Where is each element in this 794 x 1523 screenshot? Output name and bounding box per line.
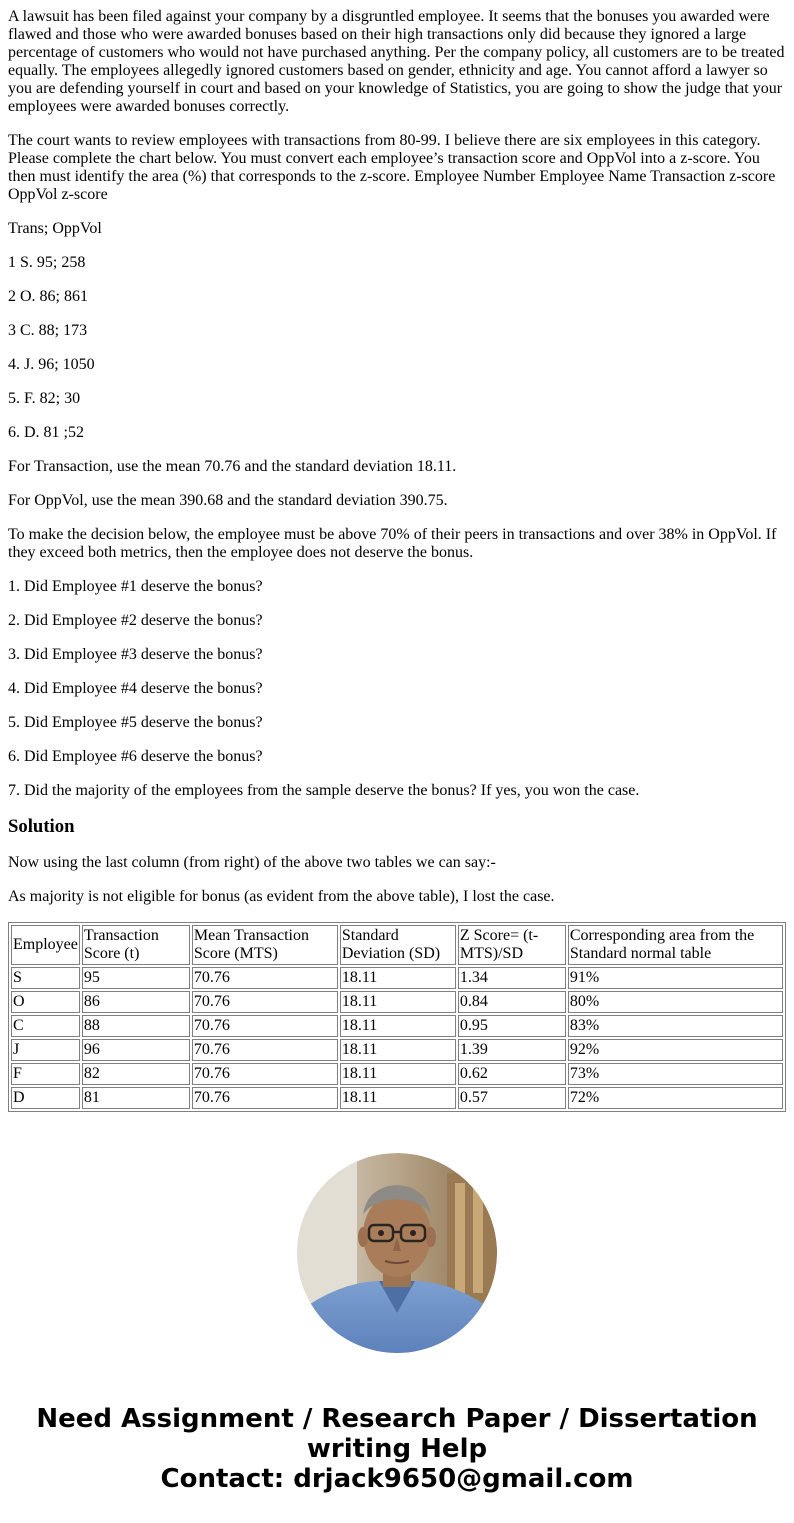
table-cell: 0.84: [458, 991, 566, 1013]
header-cell: Standard Deviation (SD): [340, 925, 456, 965]
header-cell: Z Score= (t-MTS)/SD: [458, 925, 566, 965]
question-item: 6. Did Employee #6 deserve the bonus?: [8, 748, 263, 765]
contact-footer: [0, 1404, 794, 1494]
table-cell: 18.11: [340, 1039, 456, 1061]
solution-line-1: Now using the last column (from right) of the above two tables we can say:-: [8, 854, 496, 871]
employee-line: 5. F. 82; 30: [8, 390, 81, 407]
author-portrait-image: [297, 1153, 497, 1353]
author-avatar: [297, 1153, 497, 1353]
table-cell: 73%: [568, 1063, 783, 1085]
table-cell: 72%: [568, 1087, 783, 1109]
solution-line-2: As majority is not eligible for bonus (as evident from the above table), I lost the case.: [8, 888, 555, 905]
table-cell: 0.95: [458, 1015, 566, 1037]
table-cell: 18.11: [340, 967, 456, 989]
table-cell: 70.76: [192, 991, 338, 1013]
employee-line: 1 S. 95; 258: [8, 254, 86, 271]
table-cell: 70.76: [192, 1015, 338, 1037]
table-cell: 91%: [568, 967, 783, 989]
header-cell: Transaction Score (t): [82, 925, 190, 965]
header-cell: Mean Transaction Score (MTS): [192, 925, 338, 965]
question-item: 5. Did Employee #5 deserve the bonus?: [8, 714, 263, 731]
footer-line-2: writing Help: [306, 1434, 488, 1464]
question-item: 4. Did Employee #4 deserve the bonus?: [8, 680, 263, 697]
table-cell: 0.57: [458, 1087, 566, 1109]
table-cell: 80%: [568, 991, 783, 1013]
table-cell: J: [11, 1039, 80, 1061]
footer-contact-line: Contact: drjack9650@gmail.com: [160, 1464, 634, 1494]
solution-heading: Solution: [8, 816, 75, 837]
table-cell: 70.76: [192, 1087, 338, 1109]
employee-line: 4. J. 96; 1050: [8, 356, 95, 373]
table-cell: F: [11, 1063, 80, 1085]
employee-line: 3 C. 88; 173: [8, 322, 88, 339]
table-cell: 95: [82, 967, 190, 989]
table-cell: 1.34: [458, 967, 566, 989]
table-row: [11, 967, 783, 989]
employee-line: 2 O. 86; 861: [8, 288, 88, 305]
table-cell: 18.11: [340, 991, 456, 1013]
table-cell: 18.11: [340, 1063, 456, 1085]
table-cell: 81: [82, 1087, 190, 1109]
header-cell: Corresponding area from the Standard normal table: [568, 925, 783, 965]
table-cell: 70.76: [192, 1063, 338, 1085]
table-cell: 18.11: [340, 1015, 456, 1037]
results-table: [8, 922, 786, 1112]
table-cell: 86: [82, 991, 190, 1013]
question-item: 1. Did Employee #1 deserve the bonus?: [8, 578, 263, 595]
table-header-row: [11, 925, 783, 965]
table-cell: 92%: [568, 1039, 783, 1061]
trans-oppvol-header: Trans; OppVol: [8, 220, 102, 237]
table-cell: 0.62: [458, 1063, 566, 1085]
question-item: 7. Did the majority of the employees from the sample deserve the bonus? If yes, you won the case.: [8, 782, 640, 799]
footer-line-1: Need Assignment / Research Paper / Dissertation: [36, 1404, 758, 1434]
question-item: 2. Did Employee #2 deserve the bonus?: [8, 612, 263, 629]
table-row: [11, 1063, 783, 1085]
table-row: [11, 1087, 783, 1109]
table-cell: O: [11, 991, 80, 1013]
table-cell: 70.76: [192, 1039, 338, 1061]
table-cell: 88: [82, 1015, 190, 1037]
document-body: [8, 8, 786, 1112]
header-cell: Employee: [11, 925, 80, 965]
table-cell: 1.39: [458, 1039, 566, 1061]
table-row: [11, 1039, 783, 1061]
question-intro: A lawsuit has been filed against your company by a disgruntled employee. It seems that the bonuses you awarded were flawed and those who were awarded bonuses based on their high transactions only did because they ignored a large percentage of customers who would not have purchased anything. Per the company policy, all customers are to be treated equally. The employees allegedly ignored customers based on gender, ethnicity and age. You cannot afford a lawyer so you are defending yourself in court and based on your knowledge of Statistics, you are going to show the judge that your employees were awarded bonuses correctly.: [8, 8, 785, 115]
table-cell: 82: [82, 1063, 190, 1085]
oppvol-note: For OppVol, use the mean 390.68 and the standard deviation 390.75.: [8, 492, 448, 509]
question-court-request: The court wants to review employees with transactions from 80-99. I believe there are six employees in this category. Please complete the chart below. You must convert each employee’s transaction score and OppVol into a z-score. You then must identify the area (%) that corresponds to the z-score. Employee Number Employee Name Transaction z-score OppVol z-score: [8, 132, 776, 203]
table-cell: 18.11: [340, 1087, 456, 1109]
table-cell: C: [11, 1015, 80, 1037]
table-cell: 96: [82, 1039, 190, 1061]
table-row: [11, 991, 783, 1013]
table-cell: 70.76: [192, 967, 338, 989]
transaction-note: For Transaction, use the mean 70.76 and the standard deviation 18.11.: [8, 458, 457, 475]
decision-note: To make the decision below, the employee must be above 70% of their peers in transactions and over 38% in OppVol. If they exceed both metrics, then the employee does not deserve the bonus.: [8, 526, 777, 561]
table-row: [11, 1015, 783, 1037]
question-item: 3. Did Employee #3 deserve the bonus?: [8, 646, 263, 663]
table-cell: D: [11, 1087, 80, 1109]
table-cell: 83%: [568, 1015, 783, 1037]
employee-line: 6. D. 81 ;52: [8, 424, 84, 441]
table-cell: S: [11, 967, 80, 989]
